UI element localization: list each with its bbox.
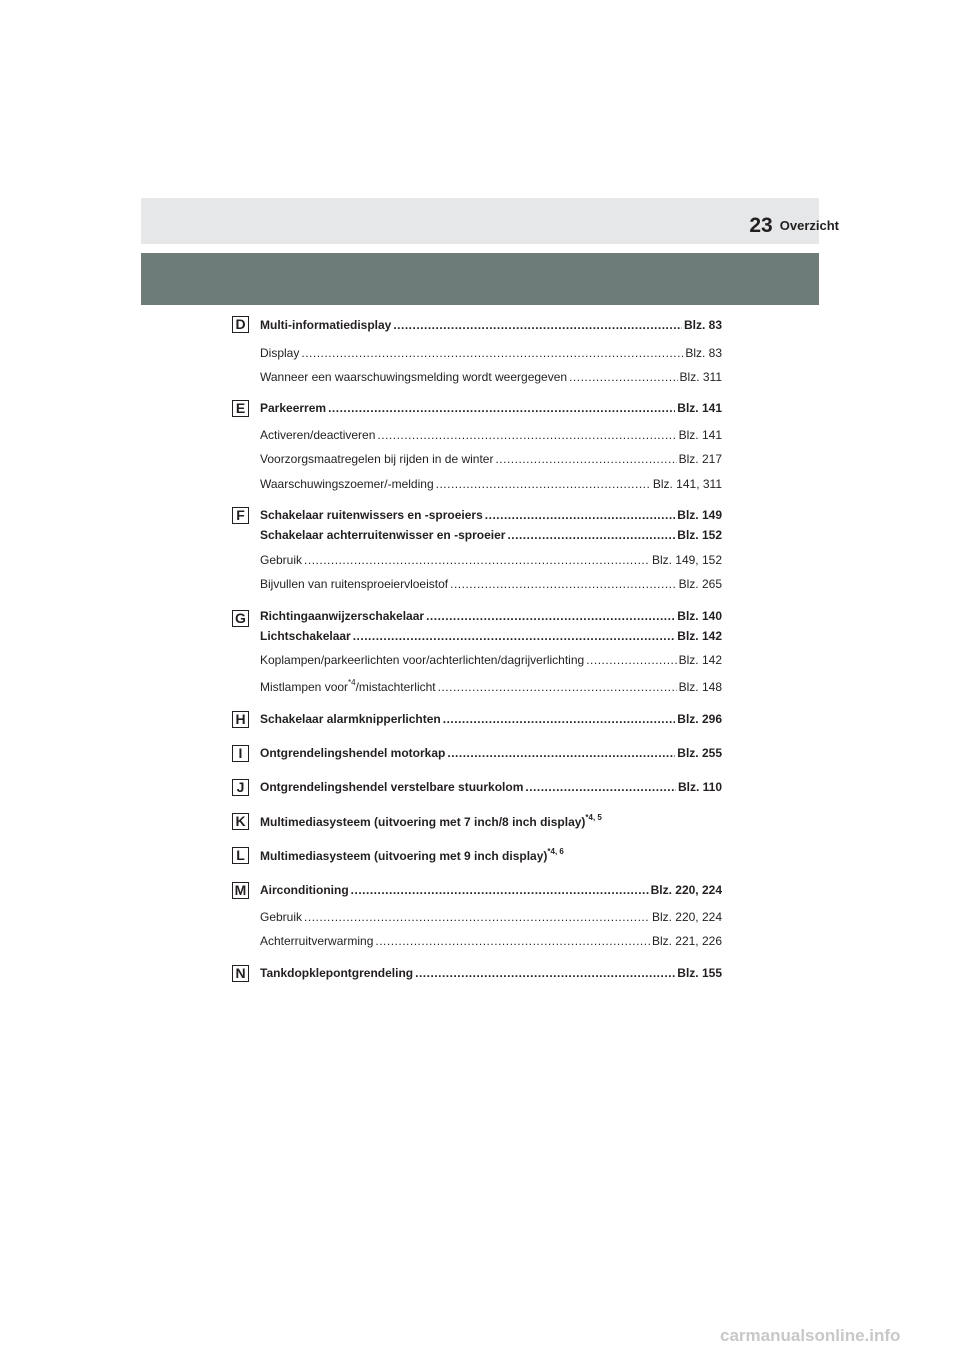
toc-entry[interactable] xyxy=(260,401,722,417)
entry-label: Schakelaar ruitenwissers en -sproeiers xyxy=(260,508,483,522)
entry-page: Blz. 141 xyxy=(677,401,722,415)
toc-entry[interactable] xyxy=(260,609,722,625)
entry-label: Activeren/deactiveren xyxy=(260,428,376,442)
entry-page: Blz. 149 xyxy=(677,508,722,522)
entry-label: Ontgrendelingshendel motorkap xyxy=(260,746,446,760)
dot-leader xyxy=(353,629,676,643)
entry-label: Multi-informatiedisplay xyxy=(260,318,392,332)
marker-e: E xyxy=(232,400,249,417)
footnote-ref: *4 xyxy=(348,678,356,687)
dot-leader xyxy=(450,577,677,591)
toc-entry[interactable] xyxy=(260,746,722,762)
entry-label: Parkeerrem xyxy=(260,401,327,415)
entry-page: Blz. 152 xyxy=(677,528,722,542)
entry-label: Lichtschakelaar xyxy=(260,629,351,643)
entry-page: Blz. 255 xyxy=(677,746,722,760)
toc-entry[interactable] xyxy=(260,318,722,334)
toc-entry[interactable] xyxy=(260,577,722,593)
dot-leader xyxy=(393,318,682,332)
entry-page: Blz. 155 xyxy=(677,966,722,980)
entry-page: Blz. 141, 311 xyxy=(652,477,722,491)
toc-entry[interactable] xyxy=(260,629,722,645)
entry-label: Voorzorgsmaatregelen bij rijden in de winter xyxy=(260,452,494,466)
marker-j: J xyxy=(232,779,249,796)
entry-page: Blz. 141 xyxy=(678,428,722,442)
marker-d: D xyxy=(232,316,249,333)
entry-label: Tankdopklepontgrendeling xyxy=(260,966,414,980)
entry-page: Blz. 83 xyxy=(685,346,722,360)
entry-page: Blz. 265 xyxy=(678,577,722,591)
dot-leader xyxy=(304,910,650,924)
entry-page: Blz. 217 xyxy=(678,452,722,466)
toc-entry[interactable] xyxy=(260,428,722,444)
dot-leader xyxy=(375,934,650,948)
entry-label: Bijvullen van ruitensproeiervloeistof xyxy=(260,577,449,591)
dot-leader xyxy=(301,346,683,360)
footnote-ref: *4, 6 xyxy=(547,847,564,856)
entry-label: Multimediasysteem (uitvoering met 9 inch display) xyxy=(260,849,548,863)
dot-leader xyxy=(495,452,676,466)
entry-page: Blz. 221, 226 xyxy=(651,934,722,948)
entry-page: Blz. 142 xyxy=(678,653,722,667)
marker-f: F xyxy=(232,507,249,524)
toc-entry[interactable] xyxy=(260,966,722,982)
section-title: Overzicht xyxy=(779,218,839,233)
entry-label: Koplampen/parkeerlichten voor/achterlichten/dagrijverlichting xyxy=(260,653,585,667)
toc-entry[interactable] xyxy=(260,477,722,493)
dot-leader xyxy=(485,508,676,522)
dot-leader xyxy=(443,712,676,726)
dot-leader xyxy=(377,428,676,442)
entry-label: Gebruik xyxy=(260,910,303,924)
dot-leader xyxy=(415,966,675,980)
entry-label: Ontgrendelingshendel verstelbare stuurkolom xyxy=(260,780,524,794)
marker-h: H xyxy=(232,711,249,728)
marker-g: G xyxy=(232,610,249,627)
entry-page: Blz. 142 xyxy=(677,629,722,643)
entry-label: Richtingaanwijzerschakelaar xyxy=(260,609,425,623)
dot-leader xyxy=(438,680,677,694)
header-band xyxy=(141,198,819,244)
entry-page: Blz. 83 xyxy=(683,318,722,332)
dot-leader xyxy=(436,477,651,491)
entry-page: Blz. 220, 224 xyxy=(651,910,722,924)
toc-entry[interactable] xyxy=(260,653,722,669)
entry-page: Blz. 220, 224 xyxy=(650,883,722,897)
dot-leader xyxy=(426,609,675,623)
entry-page: Blz. 148 xyxy=(678,680,722,694)
entry-label: Schakelaar achterruitenwisser en -sproeier xyxy=(260,528,506,542)
toc-entry[interactable] xyxy=(260,910,722,926)
dot-leader xyxy=(351,883,649,897)
section-banner xyxy=(141,253,819,305)
dot-leader xyxy=(569,370,677,384)
entry-page: Blz. 149, 152 xyxy=(651,553,722,567)
marker-k: K xyxy=(232,813,249,830)
entry-label: Schakelaar alarmknipperlichten xyxy=(260,712,441,726)
entry-label: Display xyxy=(260,346,300,360)
entry-label-suffix: /mistachterlicht xyxy=(355,680,436,694)
toc-entry[interactable] xyxy=(260,553,722,569)
toc-entry[interactable] xyxy=(260,849,722,865)
entry-page: Blz. 296 xyxy=(677,712,722,726)
entry-label: Wanneer een waarschuwingsmelding wordt weergegeven xyxy=(260,370,568,384)
entry-label: Multimediasysteem (uitvoering met 7 inch/8 inch display) xyxy=(260,815,586,829)
toc-entry[interactable] xyxy=(260,370,722,386)
marker-m: M xyxy=(232,882,249,899)
toc-entry[interactable] xyxy=(260,815,722,831)
dot-leader xyxy=(507,528,675,542)
entry-label: Achterruitverwarming xyxy=(260,934,374,948)
marker-n: N xyxy=(232,965,249,982)
toc-entry[interactable] xyxy=(260,452,722,468)
dot-leader xyxy=(586,653,676,667)
toc-entry[interactable] xyxy=(260,934,722,950)
page-number: 23 xyxy=(749,214,773,237)
marker-l: L xyxy=(232,847,249,864)
footnote-ref: *4, 5 xyxy=(585,813,602,822)
marker-i: I xyxy=(232,745,249,762)
dot-leader xyxy=(328,401,675,415)
dot-leader xyxy=(304,553,650,567)
dot-leader xyxy=(525,780,676,794)
entry-label: Gebruik xyxy=(260,553,303,567)
entry-page: Blz. 140 xyxy=(677,609,722,623)
toc-entry[interactable] xyxy=(260,712,722,728)
entry-label: Waarschuwingszoemer/-melding xyxy=(260,477,434,491)
toc-entry[interactable] xyxy=(260,346,722,362)
entry-label: Airconditioning xyxy=(260,883,349,897)
toc-entry[interactable] xyxy=(260,528,722,544)
entry-page: Blz. 110 xyxy=(677,780,722,794)
toc-entry[interactable] xyxy=(260,508,722,524)
toc-entry[interactable] xyxy=(260,883,722,899)
entry-page: Blz. 311 xyxy=(679,370,722,384)
toc-entry[interactable] xyxy=(260,680,722,696)
entry-label: Mistlampen voor xyxy=(260,680,349,694)
toc-entry[interactable] xyxy=(260,780,722,796)
dot-leader xyxy=(447,746,675,760)
watermark: carmanualsonline.info xyxy=(720,1326,901,1345)
